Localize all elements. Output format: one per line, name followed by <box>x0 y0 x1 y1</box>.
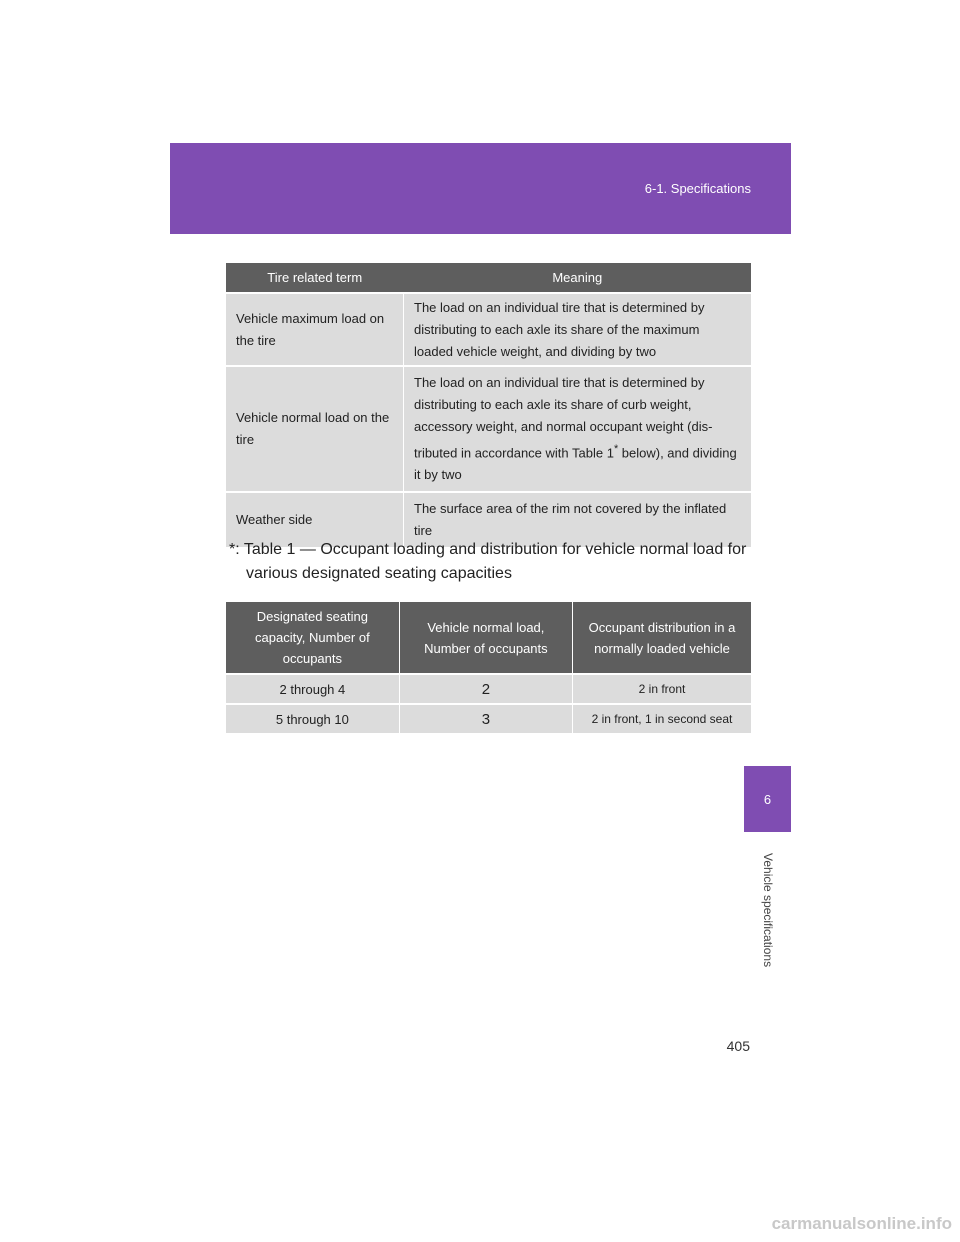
footnote-marker: * <box>613 442 619 455</box>
table-footnote <box>229 538 759 586</box>
column-header: Designated seating capacity, Number of occupants <box>226 602 399 674</box>
column-header: Meaning <box>404 263 752 293</box>
term-cell: Vehicle maximum load on the tire <box>226 293 404 366</box>
meaning-text: below), and dividing it by two <box>414 445 737 483</box>
meaning-cell: The surface area of the rim not covered by the inflated tire <box>404 492 752 547</box>
column-header: Vehicle normal load, Number of occupants <box>399 602 572 674</box>
meaning-cell: The load on an individual tire that is determined by distributing to each axle its share of the maximum loaded vehicle weight, and dividing by two <box>404 293 752 366</box>
table-cell: 2 in front <box>573 674 752 704</box>
chapter-tab[interactable] <box>744 766 791 832</box>
header-band <box>170 143 791 234</box>
footnote-line: various designated seating capacities <box>246 565 512 582</box>
column-header: Tire related term <box>226 263 404 293</box>
term-cell: Vehicle normal load on the tire <box>226 366 404 492</box>
meaning-cell <box>404 366 752 492</box>
table-row <box>226 293 751 366</box>
term-cell: Weather side <box>226 492 404 547</box>
chapter-label <box>757 840 779 980</box>
table-cell: 2 in front, 1 in second seat <box>573 704 752 733</box>
meaning-text: The load on an individual tire that is determined by distributing to each axle its share of curb weight, accessory weight, and normal occupant weight (dis-tributed in accordance with Table 1 <box>414 374 713 461</box>
section-title: 6-1. Specifications <box>644 181 751 196</box>
tire-terms-table <box>226 263 751 547</box>
occupant-loading-table <box>226 602 751 733</box>
table-row <box>226 366 751 492</box>
table-cell: 2 <box>399 674 572 704</box>
table-cell: 2 through 4 <box>226 674 399 704</box>
watermark: carmanualsonline.info <box>771 1214 952 1233</box>
column-header: Occupant distribution in a normally loaded vehicle <box>573 602 752 674</box>
table-header-row <box>226 602 751 674</box>
chapter-title: Vehicle specifications <box>761 852 775 968</box>
page-number: 405 <box>726 1038 750 1054</box>
table-cell: 5 through 10 <box>226 704 399 733</box>
table-row <box>226 674 751 704</box>
table-header-row <box>226 263 751 293</box>
footnote-line: *: Table 1 — Occupant loading and distribution for vehicle normal load for <box>229 541 747 558</box>
table-row <box>226 704 751 733</box>
chapter-number: 6 <box>763 791 772 807</box>
table-cell: 3 <box>399 704 572 733</box>
